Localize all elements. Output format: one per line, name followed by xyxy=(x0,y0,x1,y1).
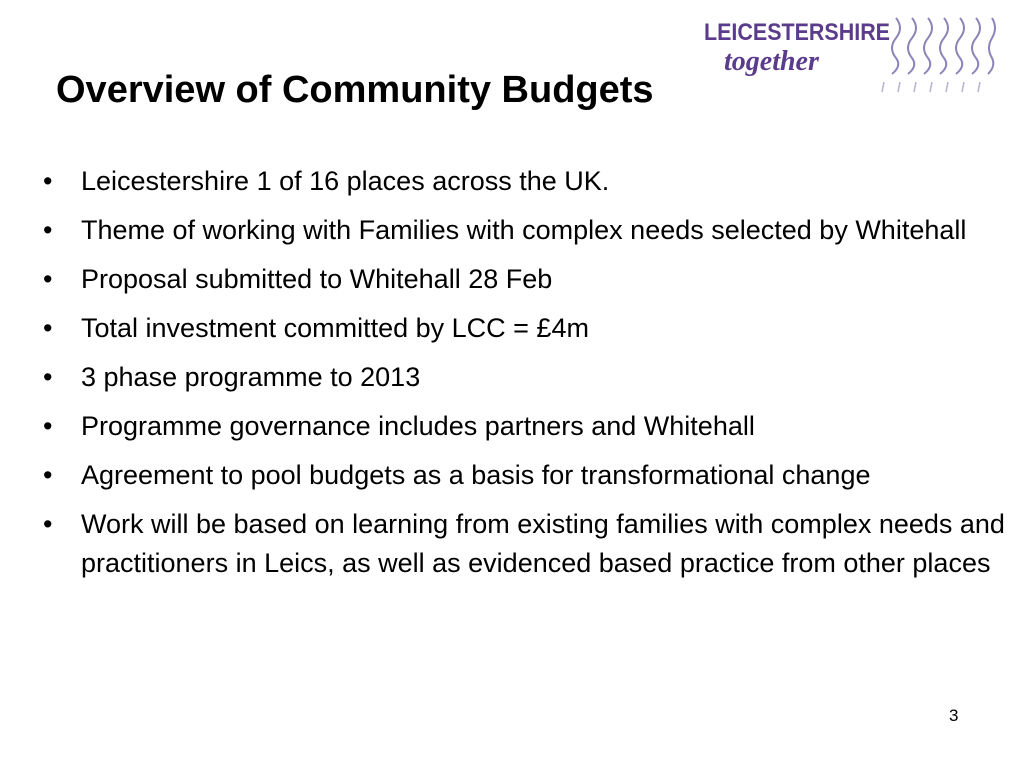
bullet-item xyxy=(40,407,1015,446)
bullet-item xyxy=(40,162,1015,201)
logo-tagline: together xyxy=(724,46,819,77)
bullet-text: Agreement to pool budgets as a basis for transformational change xyxy=(81,460,871,490)
logo-swirls xyxy=(892,18,995,74)
bullet-glyph: • xyxy=(43,215,53,245)
bullet-item xyxy=(40,260,1015,299)
bullet-text: 3 phase programme to 2013 xyxy=(81,362,421,392)
slide-title: Overview of Community Budgets xyxy=(56,69,654,111)
bullet-glyph: • xyxy=(43,166,53,196)
leicestershire-together-logo xyxy=(700,12,1000,98)
bullet-text: Proposal submitted to Whitehall 28 Feb xyxy=(81,264,553,294)
bullet-text: Theme of working with Families with complex needs selected by Whitehall xyxy=(81,215,967,245)
bullet-glyph: • xyxy=(43,411,53,441)
bullet-item xyxy=(40,211,1015,250)
bullet-text: Programme governance includes partners and Whitehall xyxy=(81,411,755,441)
bullet-glyph: • xyxy=(43,362,53,392)
bullet-glyph: • xyxy=(43,509,53,539)
bullet-item xyxy=(40,505,1015,583)
page-number: 3 xyxy=(949,706,959,725)
bullet-text: Total investment committed by LCC = £4m xyxy=(81,313,589,343)
bullet-item xyxy=(40,358,1015,397)
logo-wordmark: LEICESTERSHIRE xyxy=(704,19,890,46)
bullet-item xyxy=(40,309,1015,348)
bullet-glyph: • xyxy=(43,313,53,343)
bullet-text: Work will be based on learning from existing families with complex needs and practitioners in Leics, as well as evidenced based practice from other places xyxy=(81,509,1005,578)
bullet-glyph: • xyxy=(43,264,53,294)
bullet-text: Leicestershire 1 of 16 places across the UK. xyxy=(81,166,610,196)
bullet-item xyxy=(40,456,1015,495)
logo-drips xyxy=(882,82,980,92)
bullet-glyph: • xyxy=(43,460,53,490)
bullet-list xyxy=(40,162,1015,593)
logo-graphic xyxy=(700,12,1000,98)
